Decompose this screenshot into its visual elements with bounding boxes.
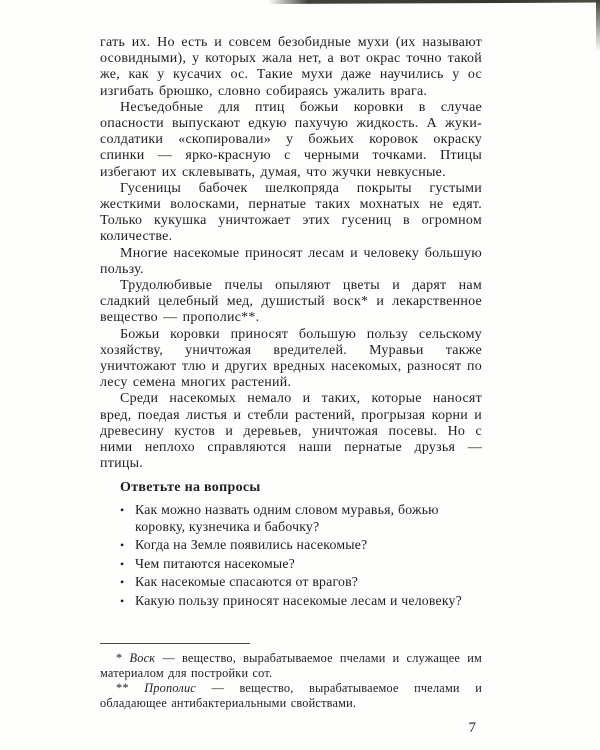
page-number: 7 xyxy=(468,720,476,736)
footnotes xyxy=(100,643,482,711)
footnote-text: — вещество, вырабатываемое пчелами и служащее им материалом для постройки сот. xyxy=(100,650,482,680)
question-item xyxy=(120,556,482,572)
paragraph: Трудолюбивые пчелы опыляют цветы и дарят нам сладкий целебный мед, душистый воск* и лекарственное вещество — прополис**. xyxy=(100,278,482,326)
question-text: Когда на Земле появились насекомые? xyxy=(135,537,368,553)
paragraph: Гусеницы бабочек шелкопряда покрыты густыми жесткими волосками, пернатые таких мохнатых не едят. Только кукушка уничтожает этих гусениц в огромном количестве. xyxy=(100,180,482,245)
bullet-icon: • xyxy=(120,575,125,590)
paragraph: Многие насекомые приносят лесам и человеку большую пользу. xyxy=(100,245,482,277)
question-list xyxy=(120,502,482,608)
question-text: Какую пользу приносят насекомые лесам и человеку? xyxy=(135,592,462,608)
footnote-term: Прополис xyxy=(144,680,196,695)
scan-artifact-top-edge xyxy=(268,0,600,4)
question-item xyxy=(120,593,482,609)
question-item xyxy=(120,574,482,590)
footnote-text: — вещество, вырабатываемое пчелами и обладающее антибактериальными свойствами. xyxy=(100,680,482,710)
bullet-icon: • xyxy=(120,593,125,608)
footnote-marker: * xyxy=(116,650,123,665)
question-item xyxy=(120,537,482,553)
paragraph: Среди насекомых немало и таких, которые наносят вред, поедая листья и стебли растений, прогрызая корни и древесину кустов и деревьев, уничтожая посевы. Но с ними неплохо справляются наши пернатые друзья — птицы. xyxy=(100,391,482,472)
paragraph: Несъедобные для птиц божьи коровки в случае опасности выпускают едкую пахучую жидкость. А жуки-солдатики «скопировали» у божьих коровок окраску спинки — ярко-красную с черными точками. Птицы избегают их склевывать, думая, что жучки невкусные. xyxy=(100,99,482,180)
paragraph: Божьи коровки приносят большую пользу сельскому хозяйству, уничтожая вредителей. Муравьи также уничтожают тлю и других вредных насекомых, разносят по лесу семена многих растений. xyxy=(100,326,482,391)
footnote xyxy=(100,651,482,681)
bullet-icon: • xyxy=(120,556,125,571)
question-text: Как можно назвать одним словом муравья, божью коровку, кузнечика и бабочку? xyxy=(135,502,439,534)
question-text: Как насекомые спасаются от врагов? xyxy=(135,574,359,590)
scan-artifact-right-edge xyxy=(596,0,600,52)
questions-heading: Ответьте на вопросы xyxy=(120,480,261,496)
bullet-icon: • xyxy=(120,538,125,553)
footnote-term: Воск xyxy=(129,650,156,665)
footnote xyxy=(100,681,482,711)
question-item xyxy=(120,502,482,535)
footnote-marker: ** xyxy=(116,680,129,695)
bullet-icon: • xyxy=(120,503,125,518)
text-block xyxy=(100,35,482,711)
paragraph: гать их. Но есть и совсем безобидные мухи (их называют осовидными), у которых жала нет, а вот окрас точно такой же, как у кусачих ос. Такие мухи даже научились у ос изгибать брюшко, словно собираясь ужалить врага. xyxy=(100,35,482,99)
question-text: Чем питаются насекомые? xyxy=(135,555,296,571)
footnote-separator xyxy=(100,643,250,644)
